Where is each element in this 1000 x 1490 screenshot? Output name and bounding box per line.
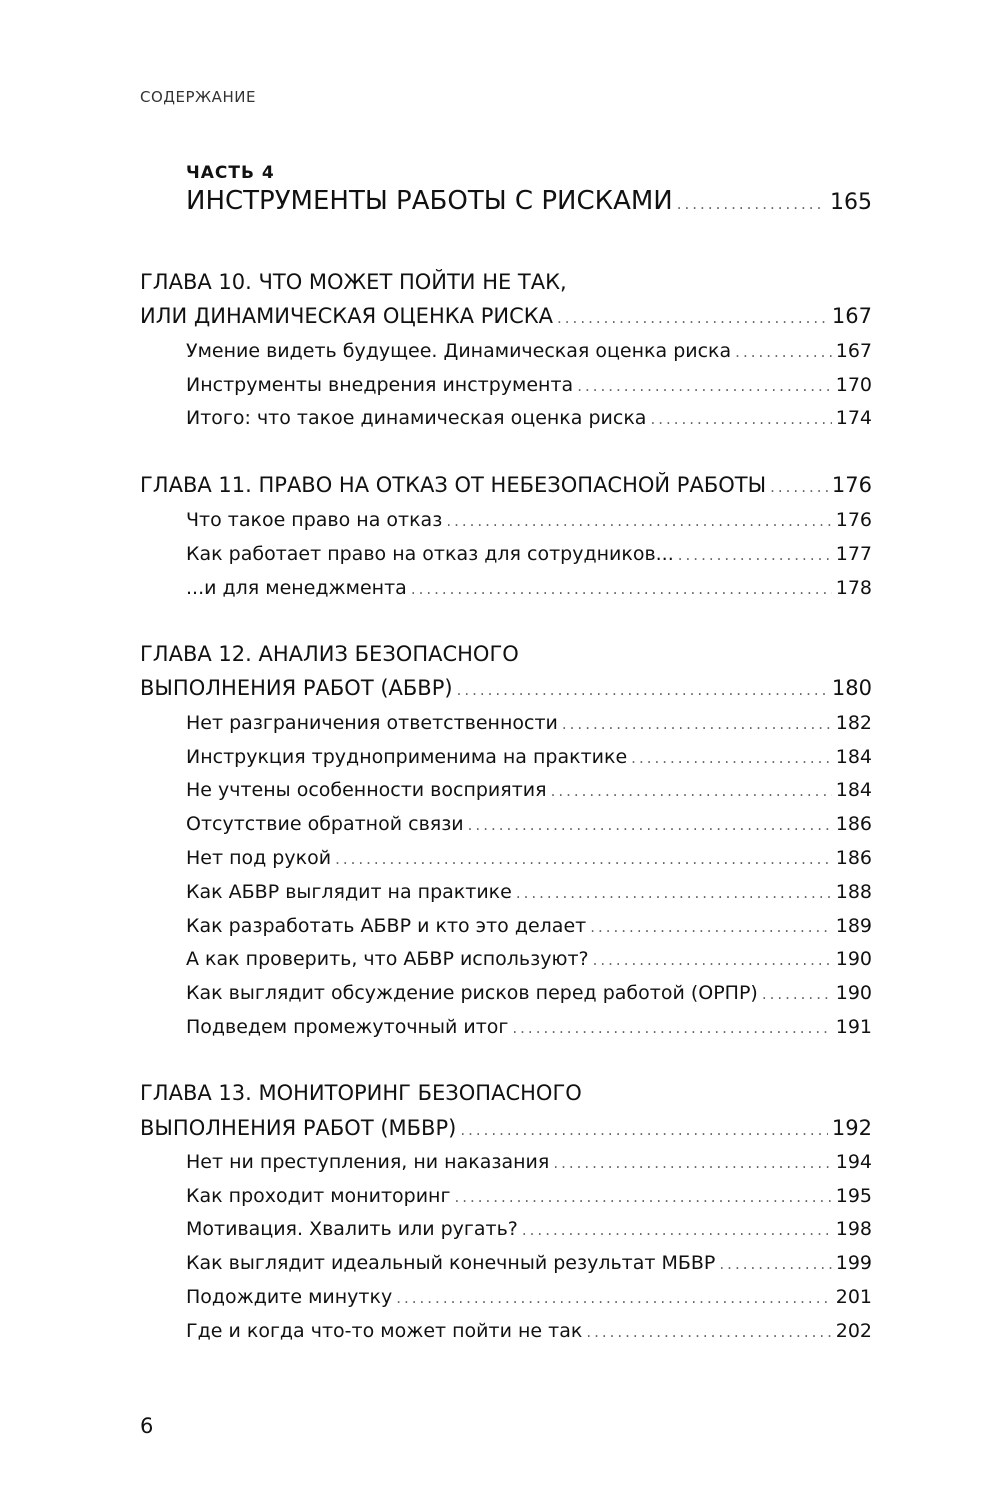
toc-section[interactable]: [186, 1185, 872, 1207]
page-number: 189: [835, 915, 872, 937]
dot-leader: [512, 1019, 831, 1037]
chapter-title: ВЫПОЛНЕНИЯ РАБОТ (АБВР): [140, 676, 453, 700]
dot-leader: [516, 884, 832, 902]
page-number: 174: [835, 407, 872, 429]
toc-section[interactable]: [186, 982, 872, 1004]
dot-leader: [590, 918, 832, 936]
page-number: 191: [835, 1016, 872, 1038]
chapter-13-heading: ГЛАВА 13. МОНИТОРИНГ БЕЗОПАСНОГО: [140, 1081, 582, 1105]
toc-section[interactable]: [186, 1320, 872, 1342]
page-number: 194: [835, 1151, 872, 1173]
toc-section[interactable]: [186, 407, 872, 429]
dot-leader: [631, 749, 832, 767]
dot-leader: [562, 715, 832, 733]
dot-leader: [335, 850, 832, 868]
section-title: А как проверить, что АБВР используют?: [186, 948, 589, 970]
section-title: Как работает право на отказ для сотрудников...: [186, 543, 674, 565]
page-number: 201: [835, 1286, 872, 1308]
toc-section[interactable]: [186, 948, 872, 970]
chapter-title: ИЛИ ДИНАМИЧЕСКАЯ ОЦЕНКА РИСКА: [140, 304, 554, 328]
toc-section[interactable]: [186, 881, 872, 903]
section-title: Не учтены особенности восприятия: [186, 779, 547, 801]
dot-leader: [719, 1255, 831, 1273]
page-number: 199: [835, 1252, 872, 1274]
toc-section[interactable]: [186, 1252, 872, 1274]
dot-leader: [460, 1121, 828, 1139]
section-title: ...и для менеджмента: [186, 577, 407, 599]
page-number: 190: [835, 948, 872, 970]
dot-leader: [454, 1188, 831, 1206]
page-number: 178: [835, 577, 872, 599]
page-number: 165: [830, 190, 872, 215]
dot-leader: [522, 1221, 832, 1239]
section-title: Как АБВР выглядит на практике: [186, 881, 512, 903]
dot-leader: [446, 512, 831, 530]
section-title: Где и когда что-то может пойти не так: [186, 1320, 583, 1342]
dot-leader: [557, 309, 828, 327]
dot-leader: [650, 410, 831, 428]
section-title: Нет разграничения ответственности: [186, 712, 558, 734]
toc-section[interactable]: [186, 746, 872, 768]
page-number: 198: [835, 1218, 872, 1240]
toc-chapter-11[interactable]: [140, 473, 872, 497]
page-number: 188: [835, 881, 872, 903]
toc-chapter-12[interactable]: [140, 676, 872, 700]
dot-leader: [411, 580, 832, 598]
section-title: Как выглядит идеальный конечный результат МБВР: [186, 1252, 716, 1274]
section-title: Умение видеть будущее. Динамическая оценка риска: [186, 340, 732, 362]
page-number: 180: [831, 676, 872, 700]
page-number: 190: [835, 982, 872, 1004]
toc-section[interactable]: [186, 712, 872, 734]
toc-section[interactable]: [186, 340, 872, 362]
dot-leader: [396, 1289, 832, 1307]
toc-chapter-13[interactable]: [140, 1116, 872, 1140]
page-number: 186: [835, 813, 872, 835]
page-number: 182: [835, 712, 872, 734]
section-title: Как выглядит обсуждение рисков перед работой (ОРПР): [186, 982, 758, 1004]
toc-section[interactable]: [186, 543, 872, 565]
toc-section[interactable]: [186, 509, 872, 531]
section-title: Инструкция трудноприменима на практике: [186, 746, 628, 768]
folio-page-number: 6: [140, 1414, 154, 1438]
page-number: 192: [831, 1116, 872, 1140]
section-title: Мотивация. Хвалить или ругать?: [186, 1218, 518, 1240]
page-number: 195: [835, 1185, 872, 1207]
page-number: 184: [835, 746, 872, 768]
section-title: Подведем промежуточный итог: [186, 1016, 509, 1038]
dot-leader: [553, 1154, 831, 1172]
toc-section[interactable]: [186, 1218, 872, 1240]
toc-section[interactable]: [186, 915, 872, 937]
part-label: ЧАСТЬ 4: [186, 163, 275, 183]
toc-section[interactable]: [186, 577, 872, 599]
section-title: Инструменты внедрения инструмента: [186, 374, 574, 396]
section-title: Отсутствие обратной связи: [186, 813, 464, 835]
running-head: СОДЕРЖАНИЕ: [140, 88, 256, 106]
chapter-12-heading: ГЛАВА 12. АНАЛИЗ БЕЗОПАСНОГО: [140, 642, 519, 666]
dot-leader: [770, 478, 828, 496]
page-number: 184: [835, 779, 872, 801]
toc-section[interactable]: [186, 1286, 872, 1308]
dot-leader: [677, 195, 826, 213]
dot-leader: [551, 782, 832, 800]
section-title: Что такое право на отказ: [186, 509, 443, 531]
toc-section[interactable]: [186, 1016, 872, 1038]
chapter-title: ВЫПОЛНЕНИЯ РАБОТ (МБВР): [140, 1116, 457, 1140]
toc-section[interactable]: [186, 1151, 872, 1173]
toc-chapter-10[interactable]: [140, 304, 872, 328]
section-title: Как проходит мониторинг: [186, 1185, 451, 1207]
dot-leader: [457, 681, 828, 699]
section-title: Итого: что такое динамическая оценка риска: [186, 407, 647, 429]
dot-leader: [593, 951, 832, 969]
toc-section[interactable]: [186, 779, 872, 801]
dot-leader: [735, 343, 832, 361]
page-number: 167: [831, 304, 872, 328]
page-number: 202: [835, 1320, 872, 1342]
page-number: 176: [835, 509, 872, 531]
chapter-title: ГЛАВА 11. ПРАВО НА ОТКАЗ ОТ НЕБЕЗОПАСНОЙ РАБОТЫ: [140, 473, 767, 497]
section-title: Нет под рукой: [186, 847, 332, 869]
page-number: 186: [835, 847, 872, 869]
toc-part-title[interactable]: [186, 186, 872, 216]
page-number: 170: [835, 374, 872, 396]
page-number: 176: [831, 473, 872, 497]
dot-leader: [468, 816, 832, 834]
dot-leader: [586, 1323, 831, 1341]
page-number: 177: [835, 543, 872, 565]
dot-leader: [577, 377, 832, 395]
toc-section[interactable]: [186, 847, 872, 869]
section-title: Как разработать АБВР и кто это делает: [186, 915, 587, 937]
dot-leader: [762, 985, 832, 1003]
chapter-10-heading: ГЛАВА 10. ЧТО МОЖЕТ ПОЙТИ НЕ ТАК,: [140, 270, 567, 294]
section-title: Нет ни преступления, ни наказания: [186, 1151, 550, 1173]
part-title: ИНСТРУМЕНТЫ РАБОТЫ С РИСКАМИ: [186, 186, 673, 216]
toc-section[interactable]: [186, 813, 872, 835]
dot-leader: [678, 546, 832, 564]
toc-section[interactable]: [186, 374, 872, 396]
section-title: Подождите минутку: [186, 1286, 393, 1308]
page-number: 167: [835, 340, 872, 362]
